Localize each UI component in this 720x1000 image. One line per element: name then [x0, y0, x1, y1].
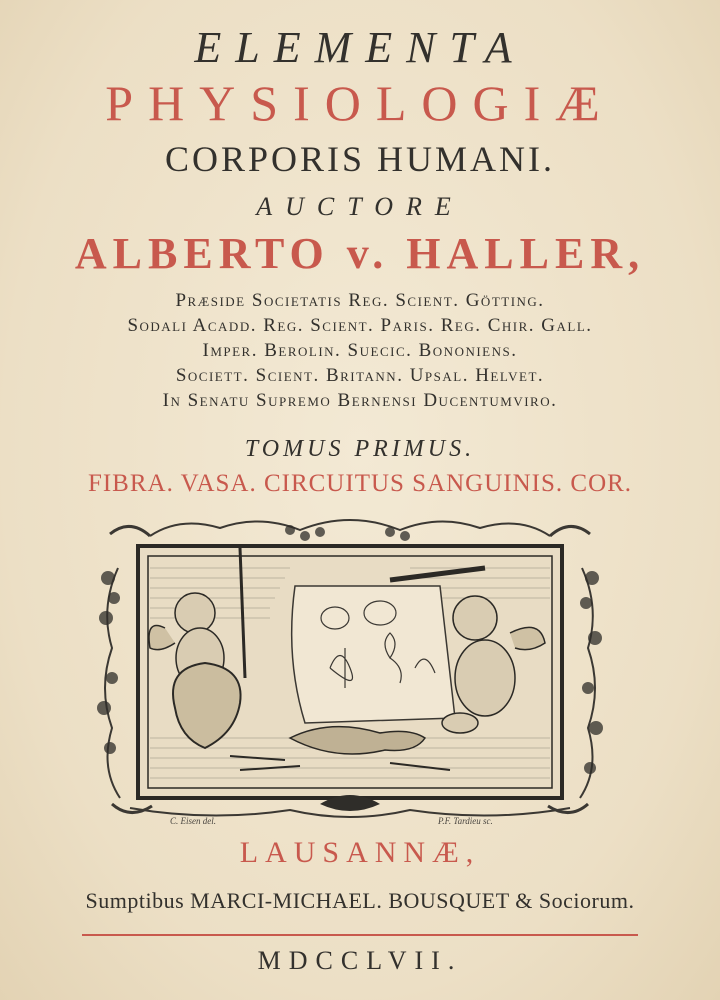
- author-title-line: Sodali Acadd. Reg. Scient. Paris. Reg. Chir. Gall.: [127, 315, 593, 336]
- engraving-credit-designer: C. Eisen del.: [170, 816, 216, 826]
- author-title-line: Imper. Berolin. Suecic. Bononiens.: [202, 340, 518, 361]
- engraving-vignette: [90, 508, 610, 828]
- engraving-credit-engraver: P.F. Tardieu sc.: [438, 816, 493, 826]
- auctore-label: AUCTORE: [256, 192, 464, 221]
- author-title-line: Societt. Scient. Britann. Upsal. Helvet.: [175, 365, 545, 386]
- author-title-line: Præside Societatis Reg. Scient. Götting.: [175, 290, 545, 311]
- author-titles: [0, 288, 720, 413]
- author-title-line: In Senatu Supremo Bernensi Ducentumviro.: [162, 390, 558, 411]
- title-line-elementa: ELEMENTA: [194, 23, 526, 72]
- place-of-publication: LAUSANNÆ,: [239, 836, 481, 869]
- publication-year: MDCCLVII.: [257, 946, 463, 975]
- contents-line: FIBRA. VASA. CIRCUITUS SANGUINIS. COR.: [87, 470, 633, 497]
- anatomical-scroll: [292, 586, 455, 723]
- author-name: ALBERTO v. HALLER,: [74, 229, 646, 278]
- publisher-line: Sumptibus MARCI-MICHAEL. BOUSQUET & Sociorum.: [85, 888, 635, 913]
- title-line-corporis: CORPORIS HUMANI.: [164, 139, 556, 179]
- red-rule-divider: [82, 934, 638, 936]
- volume-label: TOMUS PRIMUS.: [244, 436, 476, 462]
- title-line-physiologiae: PHYSIOLOGIÆ: [105, 75, 615, 131]
